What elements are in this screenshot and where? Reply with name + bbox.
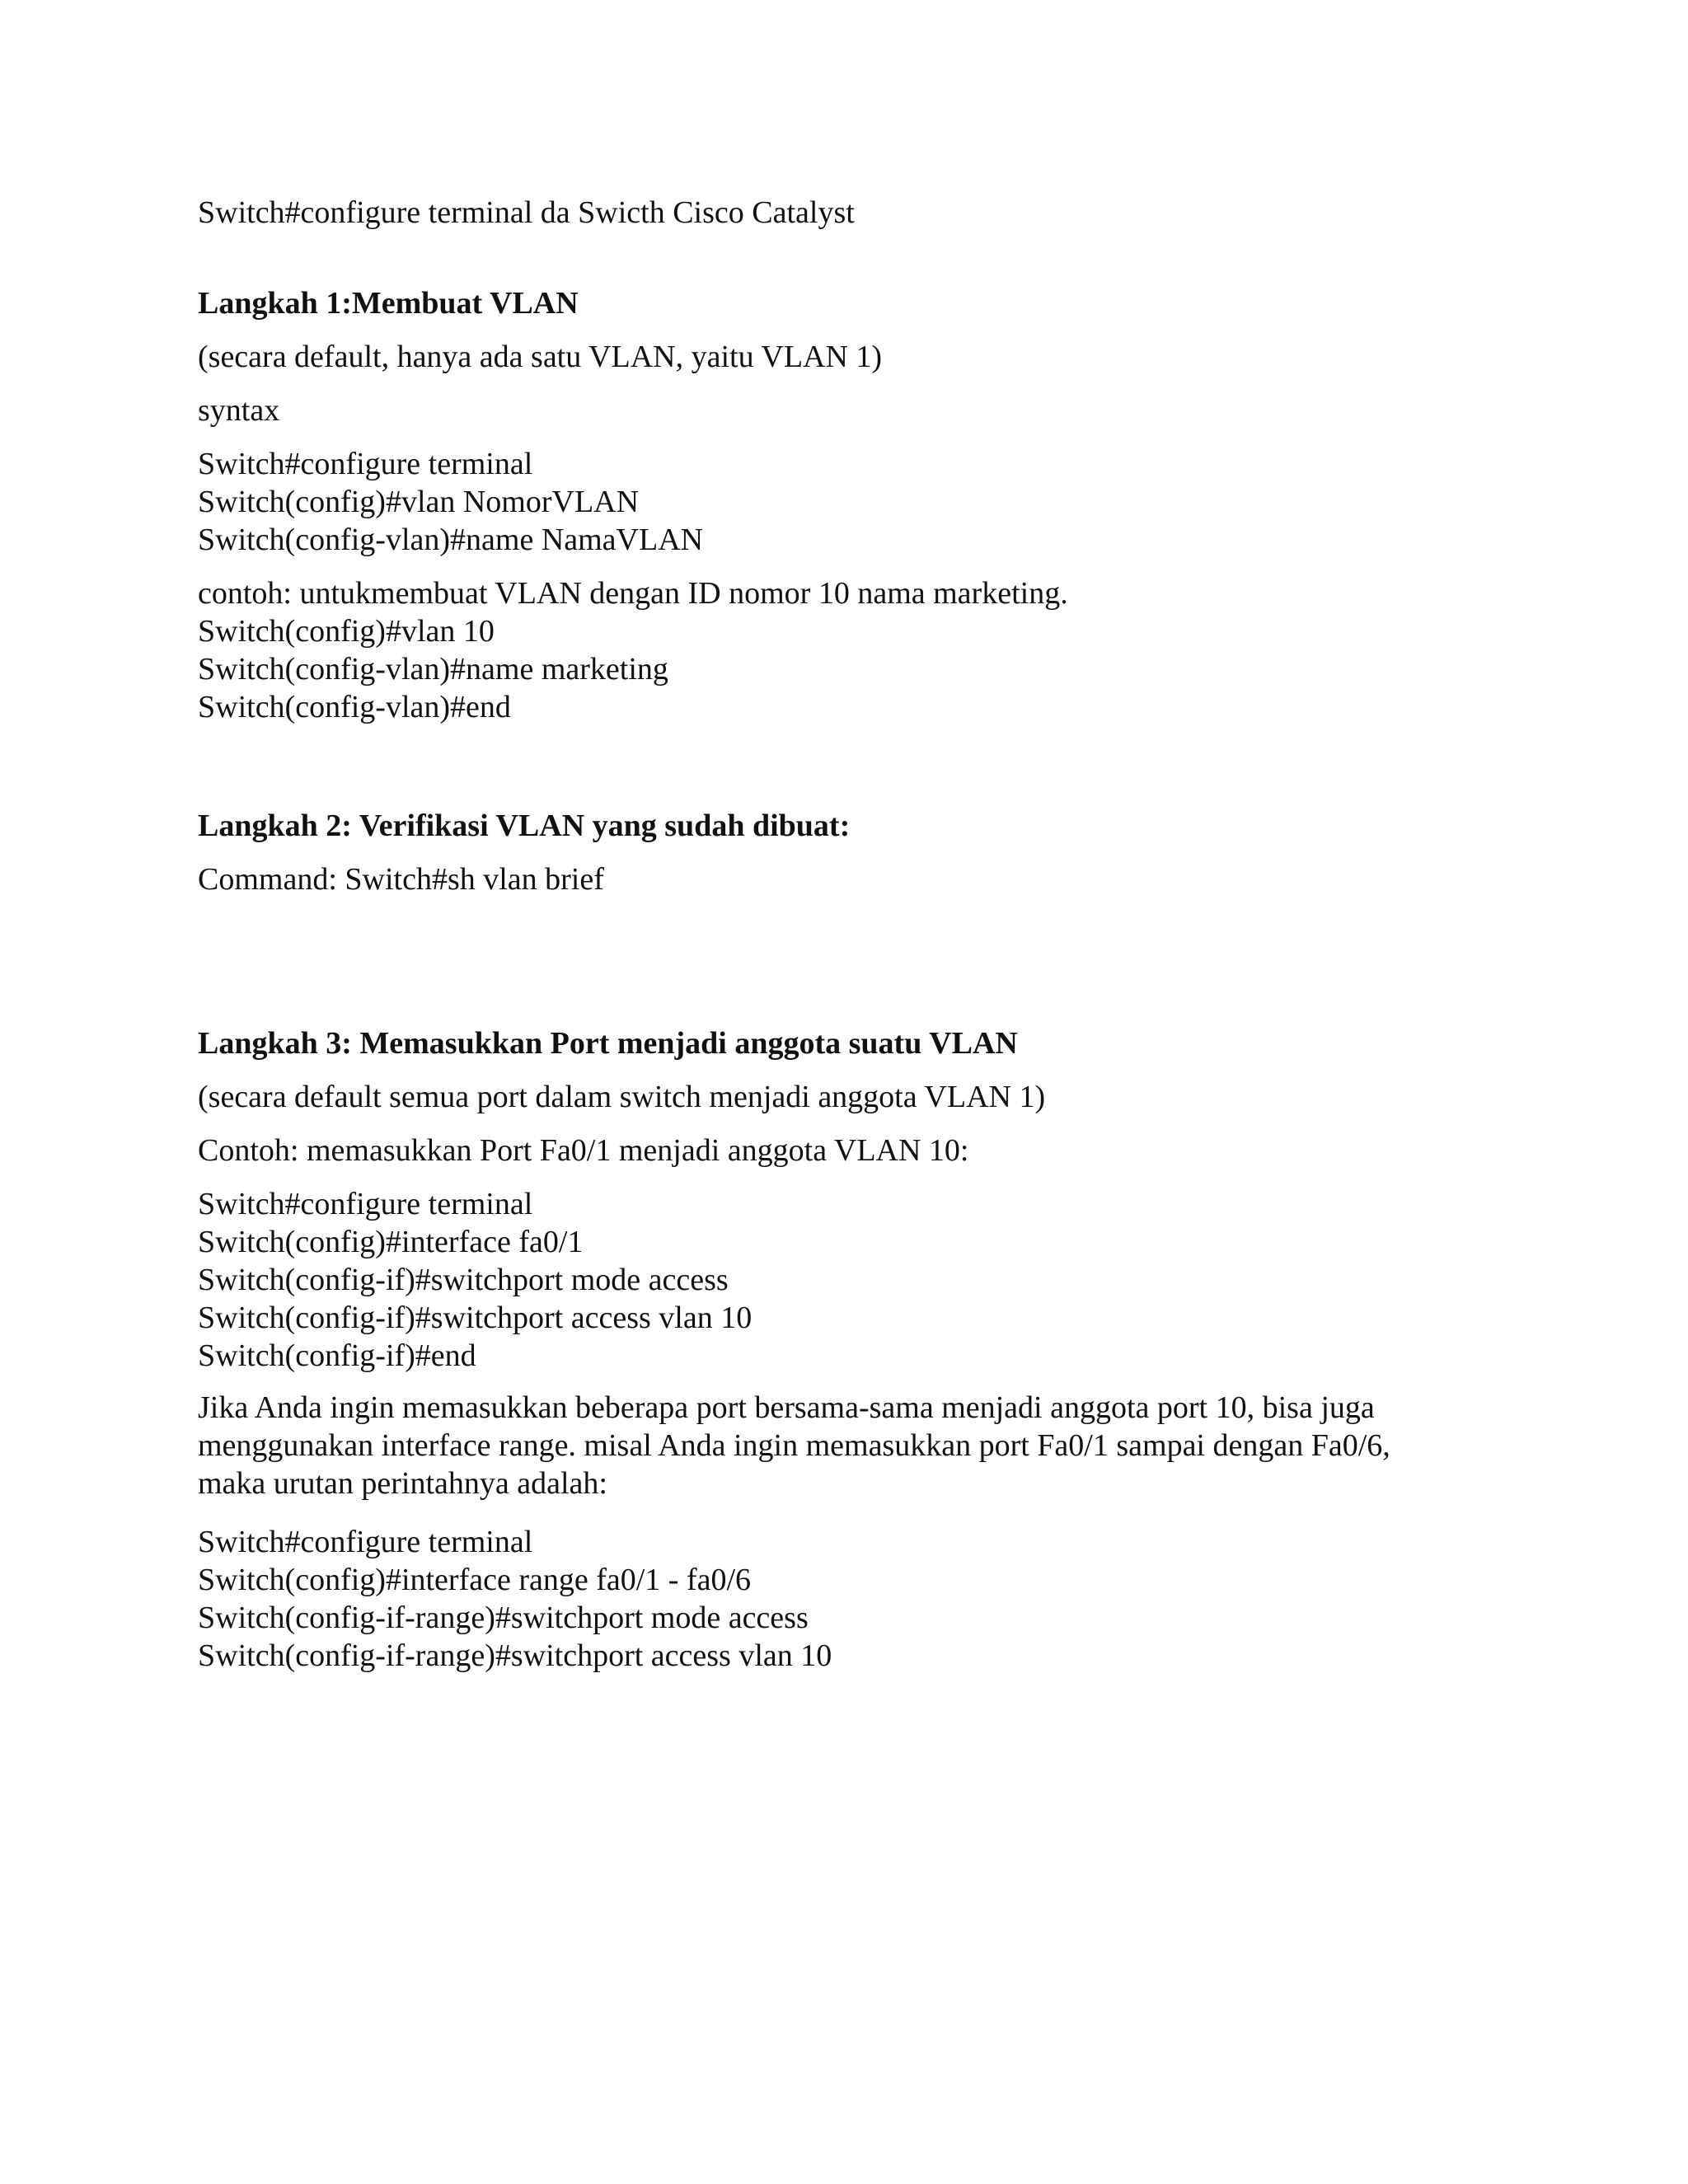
code-line: Switch(config-vlan)#name NamaVLAN [198,523,704,557]
step3-range-block [198,1523,832,1675]
step3-range-paragraph [198,1389,1390,1502]
code-line: Switch(config-if-range)#switchport access vlan 10 [198,1638,832,1673]
code-line: Switch(config)#vlan NomorVLAN [198,485,640,519]
code-line: Switch(config-if-range)#switchport mode access [198,1601,809,1635]
code-line: Switch#configure terminal [198,1525,533,1559]
step3-example-intro: Contoh: memasukkan Port Fa0/1 menjadi anggota VLAN 10: [198,1133,969,1168]
code-line: Switch(config)#vlan 10 [198,614,495,649]
step2-heading: Langkah 2: Verifikasi VLAN yang sudah dibuat: [198,808,851,843]
step1-syntax-label: syntax [198,393,280,428]
code-line: Switch#configure terminal [198,1187,533,1221]
code-line: Switch(config)#interface fa0/1 [198,1225,584,1259]
step3-heading: Langkah 3: Memasukkan Port menjadi anggota suatu VLAN [198,1026,1018,1061]
code-line: Switch(config-if)#end [198,1338,476,1373]
code-line: Switch(config-if)#switchport access vlan 10 [198,1301,753,1335]
paragraph-line: menggunakan interface range. misal Anda ingin memasukkan port Fa0/1 sampai dengan Fa0/6, [198,1428,1390,1463]
code-line: Switch(config)#interface range fa0/1 - fa0/6 [198,1563,752,1597]
step1-syntax-block [198,445,703,559]
paragraph-line: maka urutan perintahnya adalah: [198,1466,607,1501]
code-line: Switch#configure terminal [198,447,533,481]
code-line: Switch(config-if)#switchport mode access [198,1263,729,1297]
paragraph-line: Jika Anda ingin memasukkan beberapa port bersama-sama menjadi anggota port 10, bisa juga [198,1390,1375,1425]
step2-command: Command: Switch#sh vlan brief [198,862,604,897]
step1-example-block [198,574,1068,726]
step3-example-block [198,1185,752,1375]
step3-note: (secara default semua port dalam switch menjadi anggota VLAN 1) [198,1080,1046,1114]
code-line: Switch(config-vlan)#name marketing [198,652,668,687]
step1-note: (secara default, hanya ada satu VLAN, yaitu VLAN 1) [198,340,883,374]
intro-line: Switch#configure terminal da Swicth Cisco Catalyst [198,195,855,230]
example-intro: contoh: untukmembuat VLAN dengan ID nomor 10 nama marketing. [198,576,1068,611]
step1-heading: Langkah 1:Membuat VLAN [198,286,579,321]
code-line: Switch(config-vlan)#end [198,690,511,724]
